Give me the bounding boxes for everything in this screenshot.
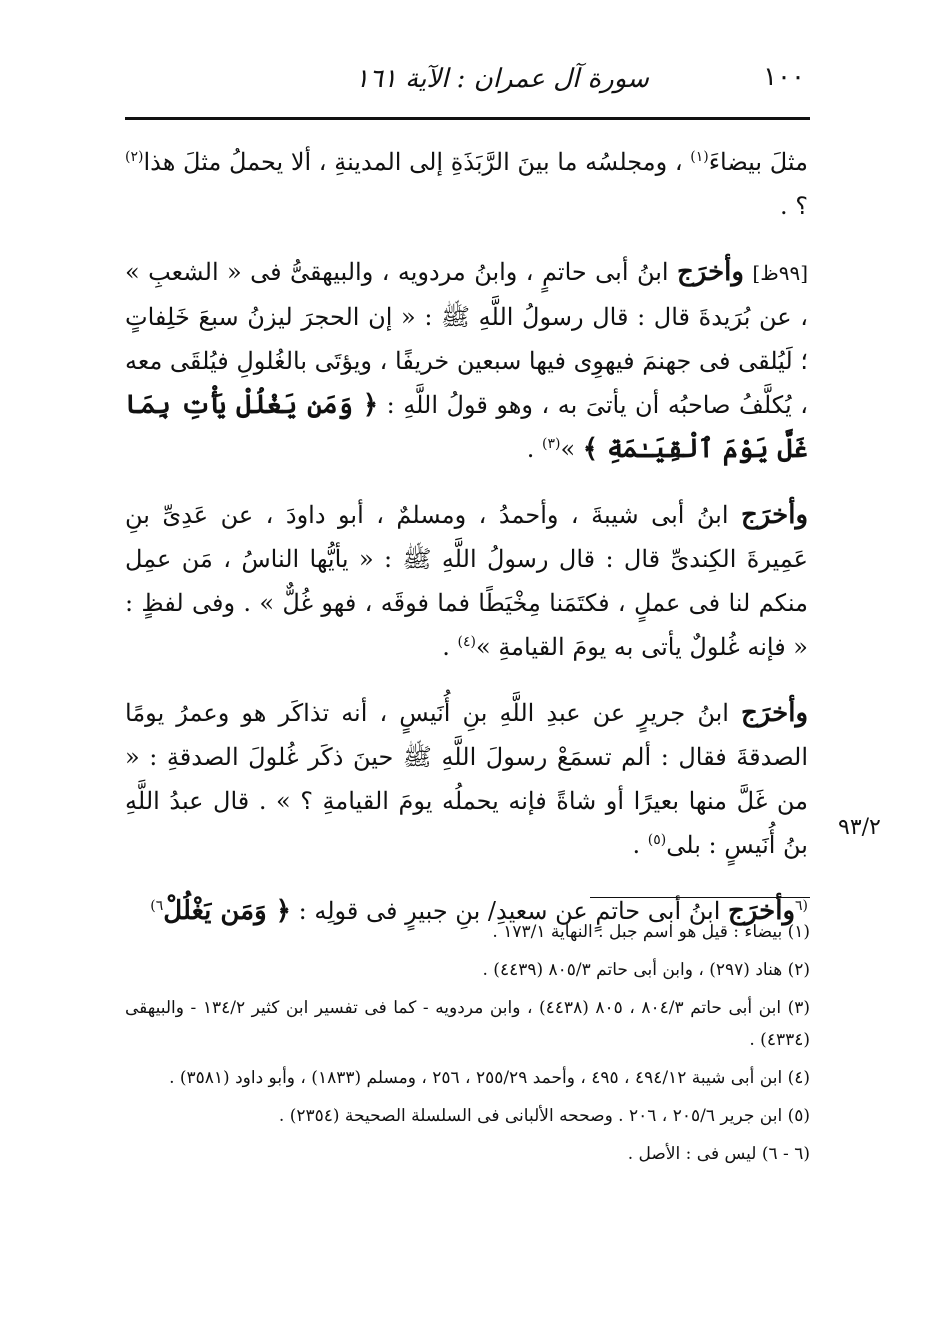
lead-word: وأخرَج	[741, 698, 808, 728]
surah-title: سورة آل عمران : الآية ١٦١	[355, 64, 649, 94]
lead-word: وأخرَج	[741, 500, 808, 530]
paragraph-1	[125, 140, 808, 228]
header-rule	[125, 117, 810, 120]
footnote-2: (٢) هناد (٢٩٧) ، وابن أبى حاتم ٨٠٥/٣ (٤٤٣٩) .	[482, 960, 810, 980]
quran-quote: ﴿ وَمَن يَغْلُلْ يَأْتِ بِمَا غَلَّ يَوْمَ ٱلْقِيَـٰمَةِ ﴾	[125, 390, 808, 464]
paragraph-end: .	[526, 435, 535, 463]
footnotes	[125, 916, 810, 1176]
paragraph-text: ، ومجلسُه ما بينَ الرَّبَذَةِ إلى المدينةِ ، ألا يحملُ مثلَ هذا	[143, 148, 683, 176]
footnote-1: (١) بيضاء : قيل هو اسم جبل . النهاية ١٧٣/١ .	[492, 922, 810, 942]
footnote-rule	[590, 897, 810, 898]
paragraph-text: ؟ .	[780, 192, 808, 220]
paragraph-text: مثلَ بيضاءَ	[708, 148, 808, 176]
paragraph-end: .	[632, 831, 641, 859]
quran-quote: ﴿ وَمَن يَغْلُلْ	[163, 896, 291, 926]
paragraph-text: ابنُ أبى حاتمٍ ، وابنُ مردويه ، والبيهقىُّ فى « الشعبِ » ، عن بُرَيدةَ قال : قال رسولُ اللَّهِ ﷺ : « إن الحجرَ ليزنُ سبعَ خَلِفاتٍ ؛ لَيُلقى فى جهنمَ فيهوِى فيها سبعين خريفًا ، ويؤتَى بالغُلولِ فيُلقَى معه ، يُكلَّفُ صاحبُه أن يأتىَ به ، وهو قولُ اللَّهِ :	[125, 258, 808, 419]
paragraph-4	[125, 691, 808, 867]
footnote-ref: (٢)	[125, 149, 144, 165]
footnote-ref: (٥)	[647, 832, 667, 848]
footnote-6: (٦ - ٦) ليس فى : الأصل .	[627, 1144, 810, 1164]
lead-word: وأخرَج	[676, 257, 744, 287]
quote-close: »	[560, 435, 576, 463]
paragraph-3	[125, 493, 808, 669]
footnote-3: (٣) ابن أبى حاتم ٨٠٤/٣ ، ٨٠٥ (٤٤٣٨) ، وابن مردويه - كما فى تفسير ابن كثير ١٣٤/٢ - والبيهقى (٤٣٣٤) .	[125, 998, 811, 1050]
paragraph-text: ابنُ أبى حاتمٍ عن سعيدِ/ بنِ جبيرٍ فى قولِه :	[298, 897, 721, 925]
paragraph-end: .	[442, 633, 450, 661]
footnote-ref: (٤)	[457, 634, 476, 650]
lead-word: وأخرَج	[728, 896, 795, 926]
running-head	[125, 62, 805, 102]
margin-reference: ٩٣/٢	[838, 815, 881, 840]
page-number: ١٠٠	[763, 62, 805, 92]
footnote-ref: ٦)	[150, 898, 164, 914]
footnote-ref: (٣)	[542, 436, 561, 452]
paragraph-text: ابنُ جريرٍ عن عبدِ اللَّهِ بنِ أُنَيسٍ ، أنه تذاكَر هو وعمرُ يومًا الصدقةَ فقال : ألم تسمَعْ رسولَ اللَّهِ ﷺ حينَ ذكَر غُلولَ الصدقةِ : « من غَلَّ منها بعيرًا أو شاةً فإنه يحملُه يومَ القيامةِ ؟ » . قال عبدُ اللَّهِ بنُ أُنَيسٍ : بلى	[125, 699, 808, 859]
paragraph-text: ابنُ أبى شيبةَ ، وأحمدُ ، ومسلمٌ ، أبو داودَ ، عن عَدِىِّ بنِ عَمِيرةَ الكِندىِّ قال : قال رسولُ اللَّهِ ﷺ : « يأيُّها الناسُ ، مَن عمِل منكم لنا فى عملٍ ، فكتَمَنا مِخْيَطًا فما فوقَه ، فهو غُلٌّ » . وفى لفظٍ : « فإنه غُلولٌ يأتى به يومَ القيامةِ »	[125, 501, 808, 661]
footnote-ref: (١)	[690, 149, 709, 165]
footnote-5: (٥) ابن جرير ٢٠٥/٦ ، ٢٠٦ . وصححه الألبانى فى السلسلة الصحيحة (٢٣٥٤) .	[278, 1106, 810, 1126]
footnote-ref: (٦	[795, 898, 808, 914]
manuscript-ref: [٩٩ظ]	[752, 261, 808, 285]
main-text	[125, 140, 808, 955]
footnote-4: (٤) ابن أبى شيبة ٤٩٤/١٢ ، ٤٩٥ ، وأحمد ٢٥٥/٢٩ ، ٢٥٦ ، ومسلم (١٨٣٣) ، وأبو داود (٣٥٨١) .	[169, 1068, 810, 1088]
paragraph-2	[125, 250, 808, 471]
